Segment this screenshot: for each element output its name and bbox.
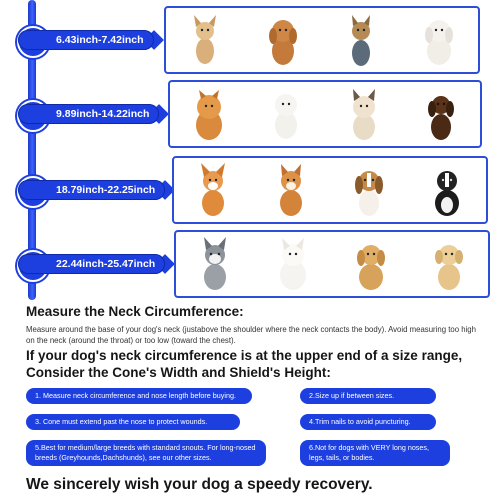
size-range-text: 22.44inch-25.47inch bbox=[56, 258, 156, 270]
dog-image bbox=[429, 235, 469, 293]
size-range-s bbox=[18, 30, 154, 50]
dog-image bbox=[189, 85, 229, 143]
dog-image bbox=[266, 85, 306, 143]
dog-card-xl bbox=[174, 230, 490, 298]
size-range-advice: If your dog's neck circumference is at the upper end of a size range, Consider the Cone's Width and Shield's Height: bbox=[26, 348, 463, 380]
measure-title: Measure the Neck Circumference: bbox=[26, 304, 244, 319]
tip-1: 1. Measure neck circumference and nose length before buying. bbox=[26, 388, 252, 404]
tip-2: 2.Size up if between sizes. bbox=[300, 388, 436, 404]
dog-image bbox=[273, 235, 313, 293]
dog-image bbox=[193, 161, 233, 219]
dog-image bbox=[185, 11, 225, 69]
closing-message: We sincerely wish your dog a speedy recovery. bbox=[26, 476, 373, 493]
dog-card-s bbox=[164, 6, 480, 74]
dog-card-l bbox=[172, 156, 488, 224]
tip-3: 3. Cone must extend past the nose to protect wounds. bbox=[26, 414, 240, 430]
measure-instructions: Measure around the base of your dog's neck (justabove the shoulder where the neck contacts the body). Avoid measuring too high on the neck (around the throat) or too low (toward the chest). bbox=[26, 325, 476, 345]
dog-image bbox=[349, 161, 389, 219]
tip-5: 5.Best for medium/large breeds with standard snouts. For long-nosed breeds (Greyhounds,Dachshunds), see our other sizes. bbox=[26, 440, 266, 466]
dog-image bbox=[341, 11, 381, 69]
dog-image bbox=[427, 161, 467, 219]
size-range-text: 6.43inch-7.42inch bbox=[56, 34, 144, 46]
tip-6: 6.Not for dogs with VERY long noses, legs, tails, or bodies. bbox=[300, 440, 450, 466]
size-range-text: 18.79inch-22.25inch bbox=[56, 184, 156, 196]
dog-image bbox=[419, 11, 459, 69]
size-range-xl bbox=[18, 254, 165, 274]
size-range-text: 9.89inch-14.22inch bbox=[56, 108, 150, 120]
tip-4: 4.Trim nails to avoid puncturing. bbox=[300, 414, 436, 430]
size-range-m bbox=[18, 104, 159, 124]
dog-image bbox=[421, 85, 461, 143]
dog-image bbox=[263, 11, 303, 69]
dog-card-m bbox=[168, 80, 482, 148]
dog-image bbox=[195, 235, 235, 293]
size-range-l bbox=[18, 180, 165, 200]
dog-image bbox=[271, 161, 311, 219]
dog-image bbox=[344, 85, 384, 143]
dog-image bbox=[351, 235, 391, 293]
